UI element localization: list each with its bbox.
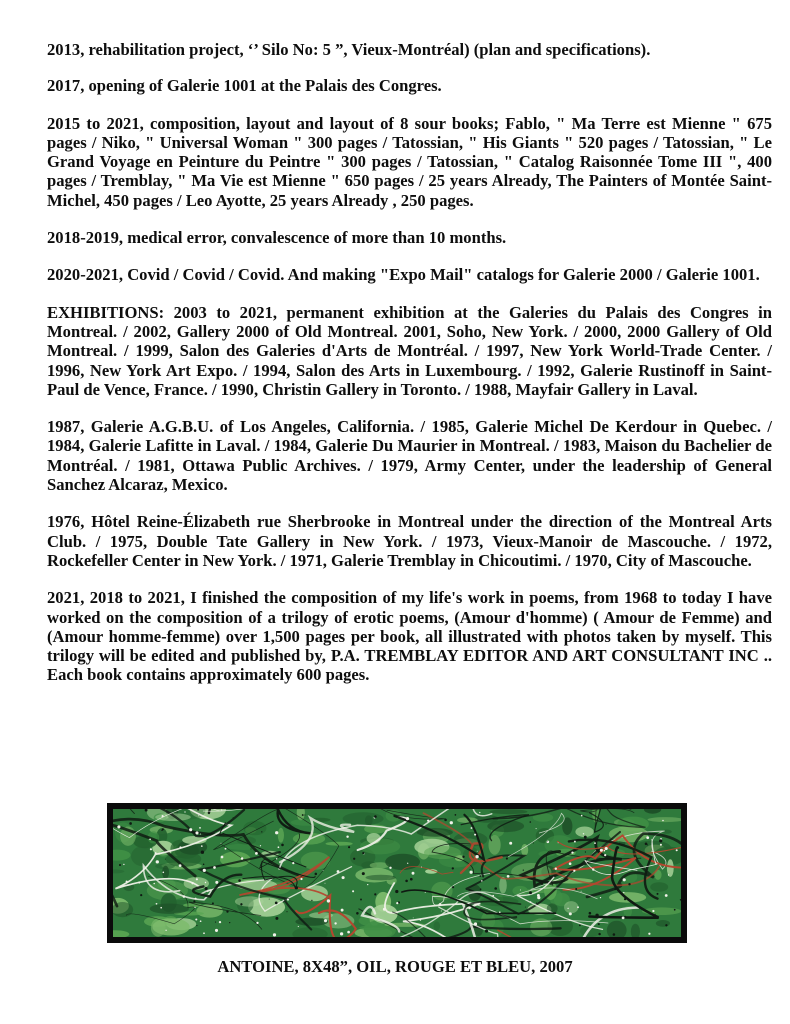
painting-caption: ANTOINE, 8X48”, OIL, ROUGE ET BLEU, 2007	[217, 957, 573, 976]
paragraph-exhibitions-1976: 1976, Hôtel Reine-Élizabeth rue Sherbrooke in Montreal under the direction of the Montreal Arts Club. / 1975, Double Tate Gallery in New York. / 1973, Vieux-Manoir de Mascouche. / 1972, Rockefeller Center in New York. / 1971, Galerie Tremblay in Chicoutimi. / 1970, City of Mascouche.	[47, 512, 772, 570]
painting-image	[107, 803, 687, 943]
paragraph-poems-trilogy: 2021, 2018 to 2021, I finished the composition of my life's work in poems, from 1968 to today I have worked on the composition of a trilogy of erotic poems, (Amour d'homme) ( Amour de Femme) and (Amour homme-femme) over 1,500 pages per book, all illustrated with photos taken by myself. This trilogy will be edited and published by, P.A. TREMBLAY EDITOR AND ART CONSULTANT INC .. Each book contains approximately 600 pages.	[47, 588, 772, 685]
document-body	[47, 40, 772, 703]
paragraph-silo-project: 2013, rehabilitation project, ‘’ Silo No: 5 ”, Vieux-Montréal) (plan and specifications).	[47, 40, 651, 59]
paragraph-books: 2015 to 2021, composition, layout and layout of 8 sour books; Fablo, " Ma Terre est Mienne " 675 pages / Niko, " Universal Woman " 300 pages / Tatossian, " His Giants " 520 pages / Tatossian, " Le Grand Voyage en Peinture du Peintre " 300 pages / Tatossian, " Catalog Raisonnée Tome III ", 400 pages / Tremblay, " Ma Vie est Mienne " 650 pages / 25 years Already, The Painters of Montée Saint-Michel, 450 pages / Leo Ayotte, 25 years Already , 250 pages.	[47, 113, 772, 210]
abstract-painting	[113, 809, 681, 937]
paragraph-exhibitions: EXHIBITIONS: 2003 to 2021, permanent exhibition at the Galeries du Palais des Congres in Montreal. / 2002, Gallery 2000 of Old Montreal. 2001, Soho, New York. / 2000, 2000 Gallery of Old Montreal. / 1999, Salon des Galeries d'Arts de Montréal. / 1997, New York World-Trade Center. / 1996, New York Art Expo. / 1994, Salon des Arts in Luxembourg. / 1992, Galerie Rustinoff in Saint-Paul de Vence, France. / 1990, Christin Gallery in Toronto. / 1988, Mayfair Gallery in Laval.	[47, 302, 772, 399]
paragraph-exhibitions-1987: 1987, Galerie A.G.B.U. of Los Angeles, California. / 1985, Galerie Michel De Kerdour in Quebec. / 1984, Galerie Lafitte in Laval. / 1984, Galerie Du Maurier in Montreal. / 1983, Maison du Bachelier de Montréal. / 1981, Ottawa Public Archives. / 1979, Army Center, under the leadership of General Sanchez Alcaraz, Mexico.	[47, 417, 772, 495]
paragraph-medical: 2018-2019, medical error, convalescence of more than 10 months.	[47, 228, 507, 248]
paragraph-galerie-opening: 2017, opening of Galerie 1001 at the Palais des Congres.	[47, 76, 442, 96]
paragraph-covid: 2020-2021, Covid / Covid / Covid. And making "Expo Mail" catalogs for Galerie 2000 / Galerie 1001.	[47, 265, 760, 285]
